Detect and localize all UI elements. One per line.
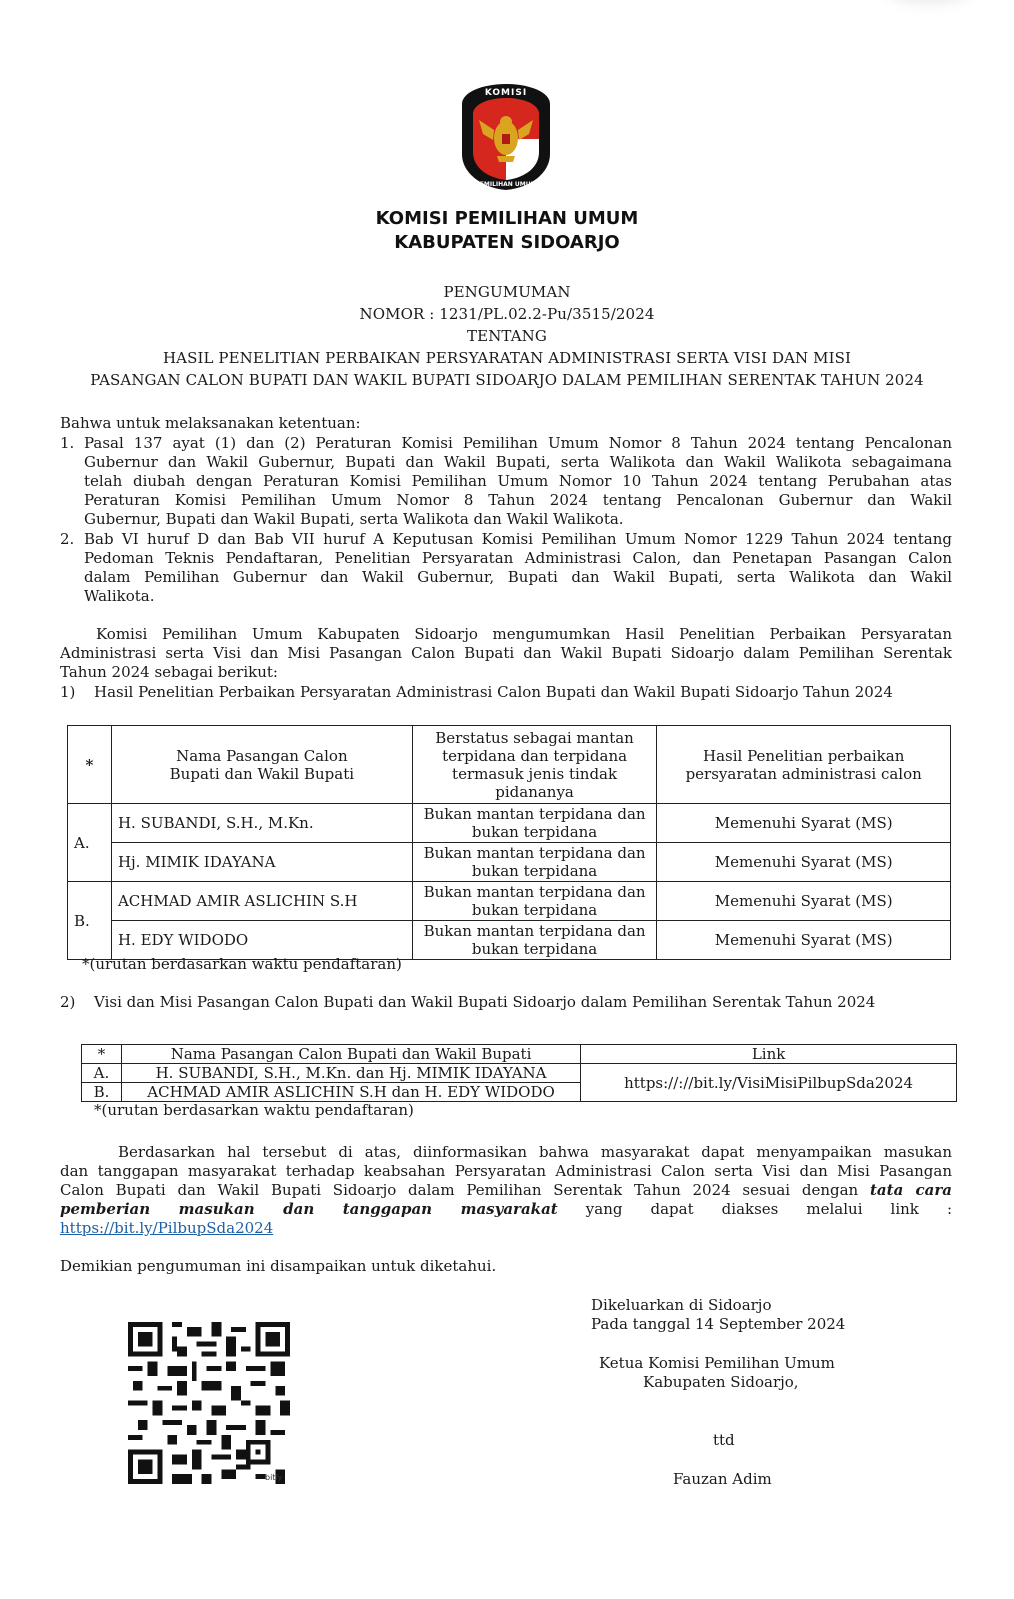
- candidate-status: Bukan mantan terpidana dan bukan terpidana: [412, 921, 657, 960]
- group-label: A.: [68, 804, 112, 882]
- announcement-line: Tahun 2024 sebagai berikut:: [60, 663, 278, 681]
- header-result: Hasil Penelitian perbaikan persyaratan administrasi calon: [657, 726, 951, 804]
- pair-name: ACHMAD AMIR ASLICHIN S.H dan H. EDY WIDODO: [121, 1083, 580, 1102]
- table-row: [68, 843, 951, 882]
- info-line: dan tanggapan masyarakat terhadap keabsahan Persyaratan Administrasi Calon serta Visi dan Misi Pasangan: [60, 1162, 952, 1180]
- provision-2-line: Bab VI huruf D dan Bab VII huruf A Keputusan Komisi Pemilihan Umum Nomor 1229 Tahun 2024 tentang: [84, 530, 952, 548]
- provision-1-line: Gubernur, Bupati dan Wakil Bupati, serta Walikota dan Wakil Walikota.: [84, 510, 624, 528]
- signer-position: Ketua Komisi Pemilihan Umum: [599, 1354, 835, 1372]
- provision-1-number: 1.: [60, 434, 75, 452]
- table-row: [68, 882, 951, 921]
- pair-label: B.: [82, 1083, 122, 1102]
- header-star: *: [82, 1045, 122, 1064]
- signature-ttd: ttd: [713, 1431, 735, 1449]
- section2-number: 2): [60, 993, 76, 1011]
- group-label: B.: [68, 882, 112, 960]
- signer-region: Kabupaten Sidoarjo,: [643, 1373, 799, 1391]
- qr-code-icon: [128, 1322, 290, 1484]
- page-corner-shadow: [884, 0, 974, 4]
- provision-2-line: Pedoman Teknis Pendaftaran, Penelitian Persyaratan Administrasi Calon, dan Penetapan Pasangan Calon: [84, 549, 952, 567]
- org-name: KOMISI PEMILIHAN UMUM: [375, 208, 639, 229]
- doc-tentang: TENTANG: [467, 327, 547, 345]
- header-candidate-name: [111, 726, 412, 804]
- table-row: [68, 804, 951, 843]
- provision-2-line: dalam Pemilihan Gubernur dan Wakil Gubernur, Bupati dan Wakil Bupati, serta Walikota dan Wakil: [84, 568, 952, 586]
- qr-brand-label: bitly: [265, 1473, 283, 1482]
- provision-2-line: Walikota.: [84, 587, 155, 605]
- candidate-status: Bukan mantan terpidana dan bukan terpidana: [412, 804, 657, 843]
- intro-text: Bahwa untuk melaksanakan ketentuan:: [60, 414, 361, 432]
- table-header-row: [82, 1045, 957, 1064]
- header-criminal-status: Berstatus sebagai mantan terpidana dan terpidana termasuk jenis tindak pidananya: [412, 726, 657, 804]
- closing-text: Demikian pengumuman ini disampaikan untuk diketahui.: [60, 1257, 497, 1275]
- kpu-logo-icon: [459, 82, 553, 192]
- logo-text-bottom: PEMILIHAN UMUM: [475, 181, 537, 188]
- info-line-3: [60, 1181, 952, 1200]
- info-line-4-text: yang dapat diakses melalui link :: [585, 1200, 952, 1218]
- section2-note: *(urutan berdasarkan waktu pendaftaran): [94, 1101, 414, 1119]
- section2-title: Visi dan Misi Pasangan Calon Bupati dan Wakil Bupati Sidoarjo dalam Pemilihan Serentak Tahun 2024: [94, 993, 876, 1011]
- candidate-name: H. SUBANDI, S.H., M.Kn.: [111, 804, 412, 843]
- candidate-result: Memenuhi Syarat (MS): [657, 882, 951, 921]
- logo-text-top: KOMISI: [484, 88, 528, 98]
- vision-mission-link[interactable]: https://://bit.ly/VisiMisiPilbupSda2024: [581, 1064, 957, 1102]
- info-line: Berdasarkan hal tersebut di atas, diinformasikan bahwa masyarakat dapat menyampaikan masukan: [118, 1143, 952, 1161]
- doc-type: PENGUMUMAN: [443, 283, 571, 301]
- issued-date: Pada tanggal 14 September 2024: [591, 1315, 846, 1333]
- doc-subject-line2: PASANGAN CALON BUPATI DAN WAKIL BUPATI SIDOARJO DALAM PEMILIHAN SERENTAK TAHUN 2024: [90, 371, 924, 389]
- announcement-line: Komisi Pemilihan Umum Kabupaten Sidoarjo mengumumkan Hasil Penelitian Perbaikan Persyaratan: [96, 625, 952, 643]
- feedback-link[interactable]: https://bit.ly/PilbupSda2024: [60, 1219, 274, 1237]
- header-link: Link: [581, 1045, 957, 1064]
- table-row: [82, 1064, 957, 1083]
- signer-name: Fauzan Adim: [673, 1470, 772, 1488]
- table-header-row: [68, 726, 951, 804]
- candidate-name: H. EDY WIDODO: [111, 921, 412, 960]
- provision-1-line: Gubernur dan Wakil Gubernur, Bupati dan Wakil Bupati, serta Walikota dan Wakil Walikota sebagaimana: [84, 453, 952, 471]
- info-line-3-text: Calon Bupati dan Wakil Bupati Sidoarjo dalam Pemilihan Serentak Tahun 2024 sesuai dengan: [60, 1181, 859, 1199]
- candidate-result: Memenuhi Syarat (MS): [657, 804, 951, 843]
- header-candidate-name-text: Nama Pasangan Calon Bupati dan Wakil Bupati: [169, 746, 355, 783]
- pair-label: A.: [82, 1064, 122, 1083]
- candidate-result: Memenuhi Syarat (MS): [657, 921, 951, 960]
- candidate-result: Memenuhi Syarat (MS): [657, 843, 951, 882]
- issued-at: Dikeluarkan di Sidoarjo: [591, 1296, 772, 1314]
- vision-mission-table: [81, 1044, 957, 1102]
- info-link-line: [60, 1219, 273, 1238]
- info-line-4: [60, 1200, 952, 1219]
- section1-title: Hasil Penelitian Perbaikan Persyaratan Administrasi Calon Bupati dan Wakil Bupati Sidoarjo Tahun 2024: [94, 683, 893, 701]
- provision-2-number: 2.: [60, 530, 75, 548]
- table-row: [68, 921, 951, 960]
- org-region: KABUPATEN SIDOARJO: [394, 232, 620, 253]
- header-star: *: [68, 726, 112, 804]
- provision-1-line: Pasal 137 ayat (1) dan (2) Peraturan Komisi Pemilihan Umum Nomor 8 Tahun 2024 tentang Pencalonan: [84, 434, 952, 452]
- pair-name: H. SUBANDI, S.H., M.Kn. dan Hj. MIMIK IDAYANA: [121, 1064, 580, 1083]
- doc-subject-line1: HASIL PENELITIAN PERBAIKAN PERSYARATAN ADMINISTRASI SERTA VISI DAN MISI: [162, 349, 852, 367]
- doc-number: NOMOR : 1231/PL.02.2-Pu/3515/2024: [359, 305, 655, 323]
- candidate-name: Hj. MIMIK IDAYANA: [111, 843, 412, 882]
- info-line-3-bold: tata cara: [870, 1181, 952, 1199]
- info-line-4-bold: pemberian masukan dan tanggapan masyarakat: [60, 1200, 558, 1218]
- announcement-line: Administrasi serta Visi dan Misi Pasangan Calon Bupati dan Wakil Bupati Sidoarjo dalam Pemilihan Serentak: [60, 644, 952, 662]
- section1-note: *(urutan berdasarkan waktu pendaftaran): [82, 955, 402, 973]
- candidate-status: Bukan mantan terpidana dan bukan terpidana: [412, 843, 657, 882]
- header-candidate-pair: Nama Pasangan Calon Bupati dan Wakil Bupati: [121, 1045, 580, 1064]
- candidate-name: ACHMAD AMIR ASLICHIN S.H: [111, 882, 412, 921]
- provision-1-line: telah diubah dengan Peraturan Komisi Pemilihan Umum Nomor 10 Tahun 2024 tentang Perubahan atas: [84, 472, 952, 490]
- candidate-status: Bukan mantan terpidana dan bukan terpidana: [412, 882, 657, 921]
- section1-number: 1): [60, 683, 76, 701]
- provision-1-line: Peraturan Komisi Pemilihan Umum Nomor 8 Tahun 2024 tentang Pencalonan Gubernur dan Wakil: [84, 491, 952, 509]
- admin-results-table: [67, 725, 951, 960]
